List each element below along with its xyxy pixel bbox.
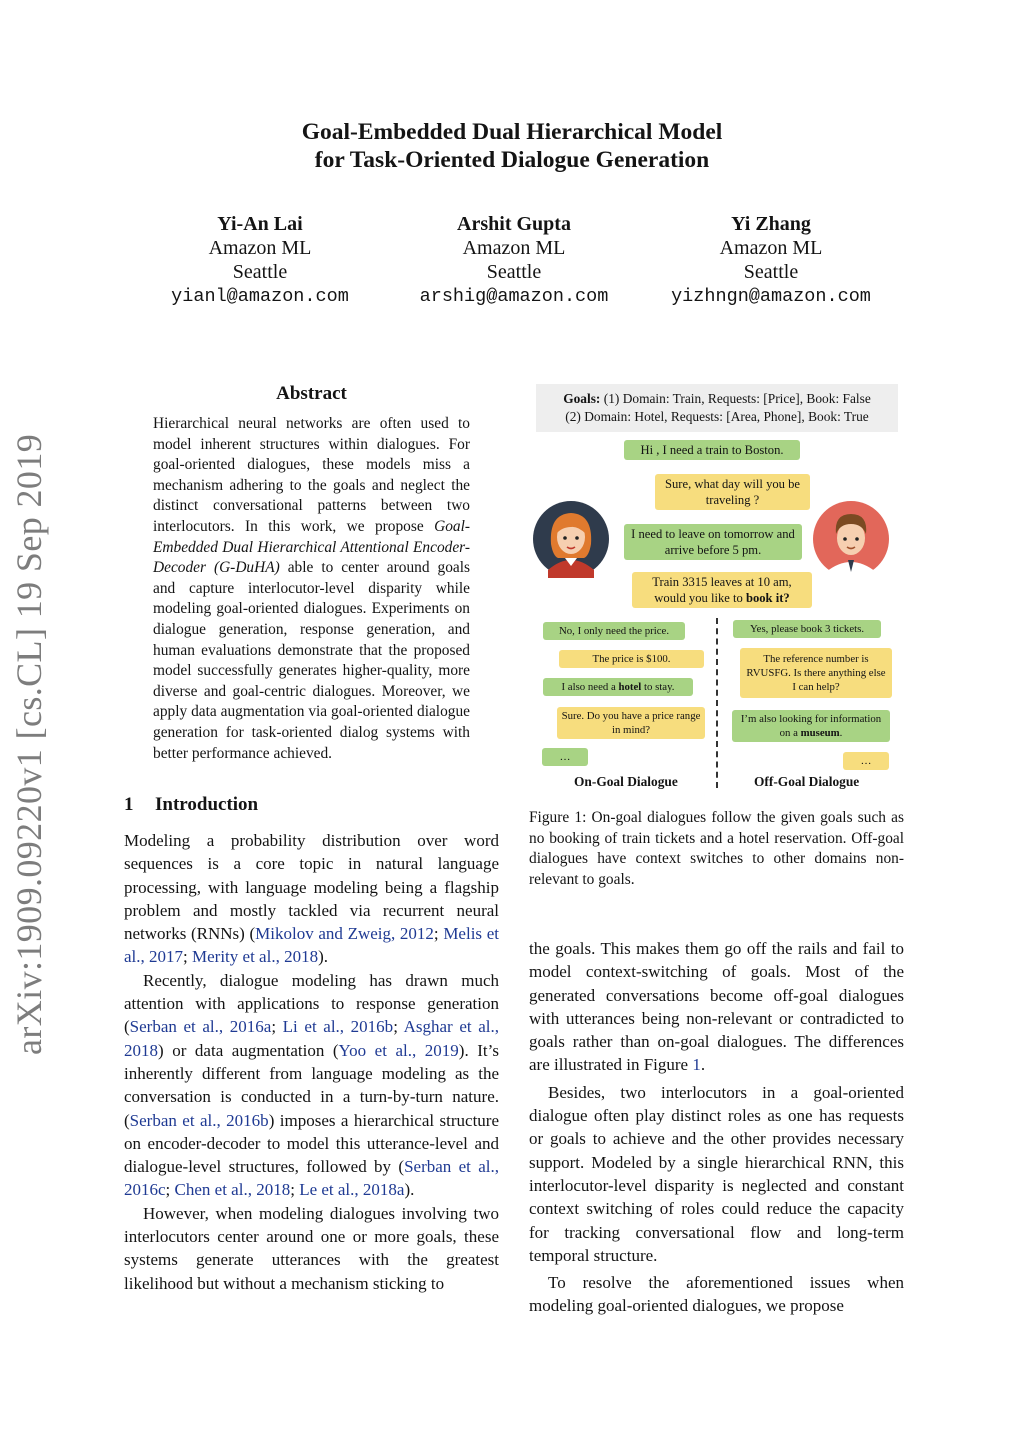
paragraph: To resolve the aforementioned issues when modeling goal-oriented dialogues, we propose — [529, 1273, 904, 1316]
text: ; — [271, 1017, 283, 1037]
author-name: Arshit Gupta — [457, 213, 571, 235]
text: hotel — [618, 681, 642, 693]
goals-label: Goals: — [563, 391, 601, 406]
user-message-bubble: No, I only need the price. — [543, 622, 685, 640]
paragraph — [124, 969, 499, 1202]
text: ; — [433, 924, 444, 944]
paragraph — [529, 937, 904, 1077]
section-heading — [124, 794, 258, 816]
text: ; — [183, 947, 193, 967]
paragraph: Besides, two interlocutors in a goal-oriented dialogue often play distinct roles as one has requests or goals to achieve and the other provides necessary support. Modeled by a single hierarchical RNN, this interlocutor-level disparity is neglected and constant context switching of roles could reduce the capacity for tracking conversational flow and long-term temporal structure. — [529, 1082, 904, 1265]
dialogue-divider — [716, 618, 718, 788]
author-block — [364, 212, 664, 309]
agent-message-bubble: The reference number is RVUSFG. Is there anything else I can help? — [740, 648, 892, 698]
user-message-bubble: I need to leave on tomorrow and arrive before 5 pm. — [624, 524, 802, 560]
agent-message-bubble: The price is $100. — [559, 650, 704, 668]
user-avatar-icon — [532, 500, 610, 578]
citation-link[interactable]: Mikolov and Zweig, 2012 — [255, 924, 434, 944]
author-affiliation: Amazon ML — [462, 237, 566, 259]
abstract-text: Hierarchical neural networks are often used to model inherent structures within dialogues. For goal-oriented dialogues, these models miss a mechanism adhering to the goals and neglect the distinct conversational patterns between two interlocutors. In this work, we propose — [153, 415, 470, 535]
title-line-1: Goal-Embedded Dual Hierarchical Model — [301, 119, 723, 145]
text: Train 3315 leaves at 10 am, would you like to — [652, 575, 792, 605]
text: ; — [165, 1180, 175, 1200]
text: to stay. — [641, 681, 675, 693]
text: ). — [318, 947, 328, 967]
paragraph — [124, 829, 499, 969]
goals-box — [536, 384, 898, 432]
agent-message-bubble — [632, 572, 812, 608]
goals-line-1 — [536, 390, 898, 408]
text: I also need a — [561, 681, 619, 693]
arxiv-identifier: arXiv:1909.09220v1 [cs.CL] 19 Sep 2019 — [9, 433, 49, 1055]
title-line-2: for Task-Oriented Dialogue Generation — [314, 147, 710, 173]
author-email: arshig@amazon.com — [419, 286, 609, 307]
goals-line-2: (2) Domain: Hotel, Requests: [Area, Phone], Book: True — [565, 409, 869, 424]
citation-link[interactable]: Yoo et al., 2019 — [338, 1040, 459, 1060]
author-affiliation: Amazon ML — [719, 237, 823, 259]
citation-link[interactable]: Le et al., 2018a — [299, 1180, 405, 1200]
citation-link[interactable]: Serban et al., 2016b — [129, 1110, 269, 1130]
text: ). It’s inherently different from language modeling as the conversation is conducted in a turn-by-turn nature. ( — [124, 1040, 499, 1130]
abstract-body — [153, 414, 470, 764]
section-number: 1 — [124, 794, 134, 815]
intro-left-column — [124, 829, 499, 1295]
citation-link[interactable]: Asghar et al., 2018 — [124, 1017, 499, 1060]
citation-link[interactable]: Serban et al., 2016c — [124, 1157, 499, 1200]
section-title: Introduction — [155, 794, 259, 815]
agent-avatar-icon — [812, 500, 890, 578]
text: ). — [404, 1180, 415, 1200]
author-email: yizhngn@amazon.com — [671, 286, 871, 307]
user-message-bubble: … — [542, 748, 588, 766]
paragraph: However, when modeling dialogues involving two interlocutors center around one or more goals, these systems generate utterances with the greatest likelihood but without a mechanism sticking to — [124, 1203, 499, 1293]
author-email: yianl@amazon.com — [171, 286, 349, 307]
model-name: Goal-Embedded Dual Hierarchical Attentional Encoder-Decoder (G-DuHA) — [153, 517, 470, 577]
abstract-text: able to center around goals and capture interlocutor-level disparity while modeling goal-oriented dialogues. Experiments on dialogue generation, response generation, and human evaluations demonstrate that the proposed model successfully generates higher-quality, more diverse and goal-centric dialogues. Moreover, we apply data augmentation via goal-oriented dialogue generation for task-oriented dialog systems with better performance achieved. — [153, 559, 470, 762]
citation-link[interactable]: Chen et al., 2018 — [174, 1180, 291, 1200]
author-block — [621, 212, 921, 309]
citation-link[interactable]: Serban et al., 2016a — [129, 1017, 272, 1037]
text: (1) Domain: Train, Requests: [Price], Book: False — [600, 391, 871, 406]
text: I’m also looking for information on a — [740, 713, 882, 739]
text: . — [700, 1055, 706, 1075]
citation-link[interactable]: Melis et al., 2017 — [124, 924, 499, 967]
agent-message-bubble: Sure. Do you have a price range in mind? — [557, 707, 705, 739]
user-message-bubble: Hi , I need a train to Boston. — [624, 440, 800, 460]
figure-reference-link[interactable]: 1 — [692, 1055, 701, 1075]
author-affiliation: Amazon ML — [208, 237, 312, 259]
paper-title — [0, 118, 1024, 174]
citation-link[interactable]: Merity et al., 2018 — [192, 947, 319, 967]
agent-message-bubble: Sure, what day will you be traveling ? — [655, 474, 810, 510]
text: museum — [800, 727, 840, 739]
text: Modeling a probability distribution over word sequences is a core topic in natural language processing, with language modeling being a flagship problem and mostly tackled via recurrent neural networks (RNNs) ( — [124, 831, 499, 944]
author-name: Yi Zhang — [731, 213, 811, 235]
user-message-bubble — [543, 678, 693, 696]
on-goal-label: On-Goal Dialogue — [574, 774, 678, 789]
text: ) or data augmentation ( — [158, 1040, 339, 1060]
citation-link[interactable]: Li et al., 2016b — [282, 1017, 394, 1037]
author-name: Yi-An Lai — [217, 213, 303, 235]
author-city: Seattle — [486, 261, 542, 283]
text: book it? — [745, 591, 790, 605]
agent-message-bubble: … — [843, 752, 889, 770]
text: the goals. This makes them go off the rails and fail to model context-switching of goals. Most of the generated conversations become off-goal dialogues with utterances being non-relevant or contradicted to goals rather than on-goal dialogues. The differences are illustrated in Figure — [529, 939, 904, 1075]
user-message-bubble — [732, 710, 890, 742]
text: ; — [393, 1017, 404, 1037]
off-goal-label: Off-Goal Dialogue — [754, 774, 860, 789]
text: ) imposes a hierarchical structure on encoder-decoder to model this utterance-level and dialogue-level structures, followed by ( — [124, 1110, 499, 1177]
author-city: Seattle — [743, 261, 799, 283]
text: ; — [290, 1180, 300, 1200]
text: Recently, dialogue modeling has drawn much attention with applications to response generation ( — [124, 970, 499, 1037]
user-message-bubble: Yes, please book 3 tickets. — [733, 620, 881, 638]
figure-caption: Figure 1: On-goal dialogues follow the given goals such as no booking of train tickets and a hotel reservation. Off-goal dialogues have context switches to other domains non-relevant to goals. — [529, 809, 904, 888]
text: . — [839, 727, 843, 739]
intro-right-column — [529, 937, 904, 1318]
author-city: Seattle — [232, 261, 288, 283]
abstract-heading: Abstract — [276, 383, 347, 404]
